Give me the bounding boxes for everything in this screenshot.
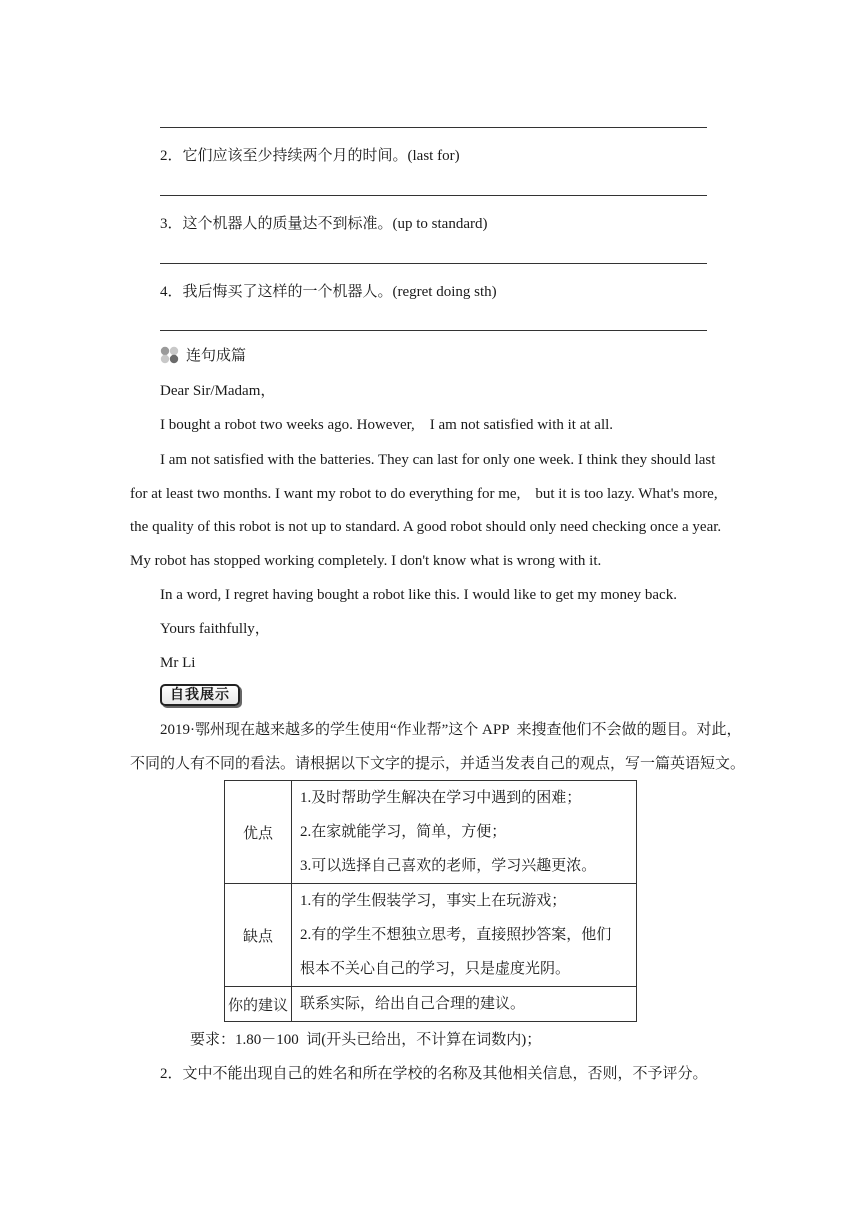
list-item: 2.有的学生不想独立思考，直接照抄答案，他们: [300, 927, 612, 943]
answer-line[interactable]: [160, 263, 707, 264]
flower-bullet-icon: [160, 346, 180, 364]
list-item: 1.有的学生假装学习，事实上在玩游戏；: [300, 893, 567, 909]
letter-paragraph-2-line-4: My robot has stopped working completely. I don't know what is wrong with it.: [130, 553, 602, 569]
exercise-3: 3．这个机器人的质量达不到标准。(up to standard): [160, 216, 488, 232]
row-header: 你的建议: [225, 987, 292, 1022]
table-row: [225, 987, 637, 1022]
prompt-line-1: 2019·鄂州现在越来越多的学生使用“作业帮”这个 APP 来搜查他们不会做的题目。对此，: [160, 722, 742, 738]
row-content: [292, 987, 637, 1022]
letter-signature: Mr Li: [160, 655, 196, 671]
requirement-1: 要求：1.80－100 词(开头已给出，不计算在词数内)；: [190, 1032, 542, 1048]
answer-line[interactable]: [160, 330, 707, 331]
letter-closing: Yours faithfully，: [160, 621, 270, 637]
exercise-4: 4．我后悔买了这样的一个机器人。(regret doing sth): [160, 284, 497, 300]
row-content: [292, 884, 637, 987]
table-row: [225, 781, 637, 884]
table-row: [225, 884, 637, 987]
section-title: 连句成篇: [186, 348, 247, 364]
letter-paragraph-2-line-2: for at least two months. I want my robot to do everything for me, but it is too lazy. What's more,: [130, 486, 718, 502]
row-header: 缺点: [225, 884, 292, 987]
letter-paragraph-2-line-3: the quality of this robot is not up to standard. A good robot should only need checking once a year.: [130, 519, 722, 535]
list-item: 根本不关心自己的学习，只是虚度光阴。: [300, 961, 571, 977]
pros-cons-table: [224, 780, 637, 1022]
section-badge: 自我展示: [160, 684, 240, 706]
row-header: 优点: [225, 781, 292, 884]
list-item: 3.可以选择自己喜欢的老师，学习兴趣更浓。: [300, 858, 597, 874]
exercise-2: 2．它们应该至少持续两个月的时间。(last for): [160, 148, 460, 164]
requirement-2: 2．文中不能出现自己的姓名和所在学校的名称及其他相关信息，否则，不予评分。: [160, 1066, 708, 1082]
letter-paragraph-2-line-1: I am not satisfied with the batteries. They can last for only one week. I think they should last: [160, 452, 716, 468]
row-content: [292, 781, 637, 884]
letter-paragraph-3: In a word, I regret having bought a robot like this. I would like to get my money back.: [160, 587, 677, 603]
answer-line[interactable]: [160, 127, 707, 128]
list-item: 2.在家就能学习，简单，方便；: [300, 824, 507, 840]
list-item: 1.及时帮助学生解决在学习中遇到的困难；: [300, 790, 582, 806]
letter-paragraph-1: I bought a robot two weeks ago. However, I am not satisfied with it at all.: [160, 417, 614, 433]
answer-line[interactable]: [160, 195, 707, 196]
letter-salutation: Dear Sir/Madam，: [160, 383, 276, 399]
prompt-line-2: 不同的人有不同的看法。请根据以下文字的提示，并适当发表自己的观点，写一篇英语短文。: [130, 756, 746, 772]
list-item: 联系实际，给出自己合理的建议。: [300, 996, 526, 1012]
